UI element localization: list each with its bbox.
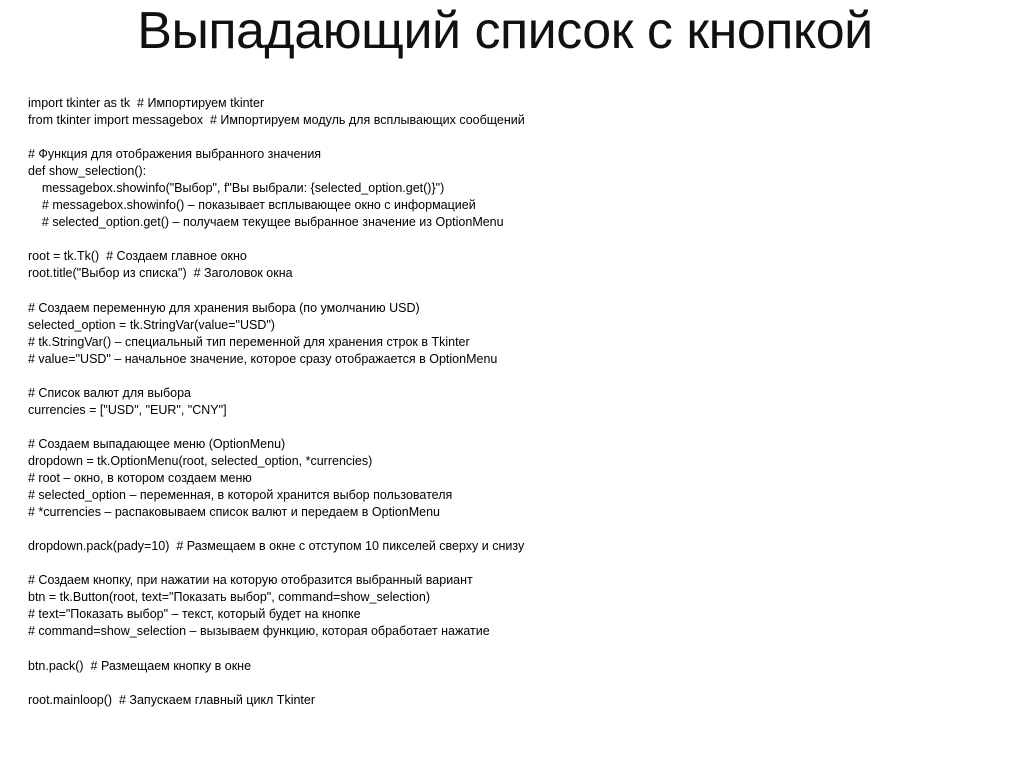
code-line bbox=[28, 231, 1008, 248]
code-line: dropdown.pack(pady=10) # Размещаем в окне с отступом 10 пикселей сверху и снизу bbox=[28, 539, 525, 554]
code-line: dropdown = tk.OptionMenu(root, selected_option, *currencies) bbox=[28, 453, 373, 468]
code-line: # value="USD" – начальное значение, которое сразу отображается в OptionMenu bbox=[28, 351, 498, 366]
code-line: # root – окно, в котором создаем меню bbox=[28, 471, 252, 486]
code-line bbox=[28, 129, 1008, 146]
code-line: # Создаем выпадающее меню (OptionMenu) bbox=[28, 436, 286, 451]
code-line: messagebox.showinfo("Выбор", f"Вы выбрали: {selected_option.get()}") bbox=[28, 181, 445, 196]
code-line bbox=[28, 555, 1008, 572]
code-line: # messagebox.showinfo() – показывает всплывающее окно с информацией bbox=[28, 198, 476, 213]
code-line: btn.pack() # Размещаем кнопку в окне bbox=[28, 658, 252, 673]
code-line: currencies = ["USD", "EUR", "CNY"] bbox=[28, 402, 227, 417]
code-line: # Функция для отображения выбранного значения bbox=[28, 147, 322, 162]
code-line: # selected_option.get() – получаем текущее выбранное значение из OptionMenu bbox=[28, 215, 504, 230]
slide-title: Выпадающий список с кнопкой bbox=[137, 2, 873, 60]
code-listing bbox=[28, 95, 1008, 709]
code-line: btn = tk.Button(root, text="Показать выбор", command=show_selection) bbox=[28, 590, 430, 605]
code-line: selected_option = tk.StringVar(value="USD") bbox=[28, 317, 275, 332]
code-line: from tkinter import messagebox # Импортируем модуль для всплывающих сообщений bbox=[28, 113, 525, 128]
code-line: root = tk.Tk() # Создаем главное окно bbox=[28, 249, 247, 264]
code-line bbox=[28, 283, 1008, 300]
code-line: # Создаем переменную для хранения выбора (по умолчанию USD) bbox=[28, 300, 420, 315]
code-line bbox=[28, 419, 1008, 436]
code-line: def show_selection(): bbox=[28, 164, 147, 179]
code-line: # *currencies – распаковываем список валют и передаем в OptionMenu bbox=[28, 505, 440, 520]
code-line: root.title("Выбор из списка") # Заголовок окна bbox=[28, 266, 293, 281]
code-line: # text="Показать выбор" – текст, который будет на кнопке bbox=[28, 607, 361, 622]
code-line: # selected_option – переменная, в которой хранится выбор пользователя bbox=[28, 488, 453, 503]
code-line: # Список валют для выбора bbox=[28, 385, 192, 400]
code-line: import tkinter as tk # Импортируем tkinter bbox=[28, 96, 265, 110]
code-line bbox=[28, 675, 1008, 692]
code-line: root.mainloop() # Запускаем главный цикл Tkinter bbox=[28, 692, 316, 707]
code-line bbox=[28, 368, 1008, 385]
code-line: # tk.StringVar() – специальный тип переменной для хранения строк в Tkinter bbox=[28, 334, 470, 349]
code-line bbox=[28, 521, 1008, 538]
code-line: # Создаем кнопку, при нажатии на которую отобразится выбранный вариант bbox=[28, 573, 473, 588]
code-line: # command=show_selection – вызываем функцию, которая обработает нажатие bbox=[28, 624, 490, 639]
code-line bbox=[28, 641, 1008, 658]
